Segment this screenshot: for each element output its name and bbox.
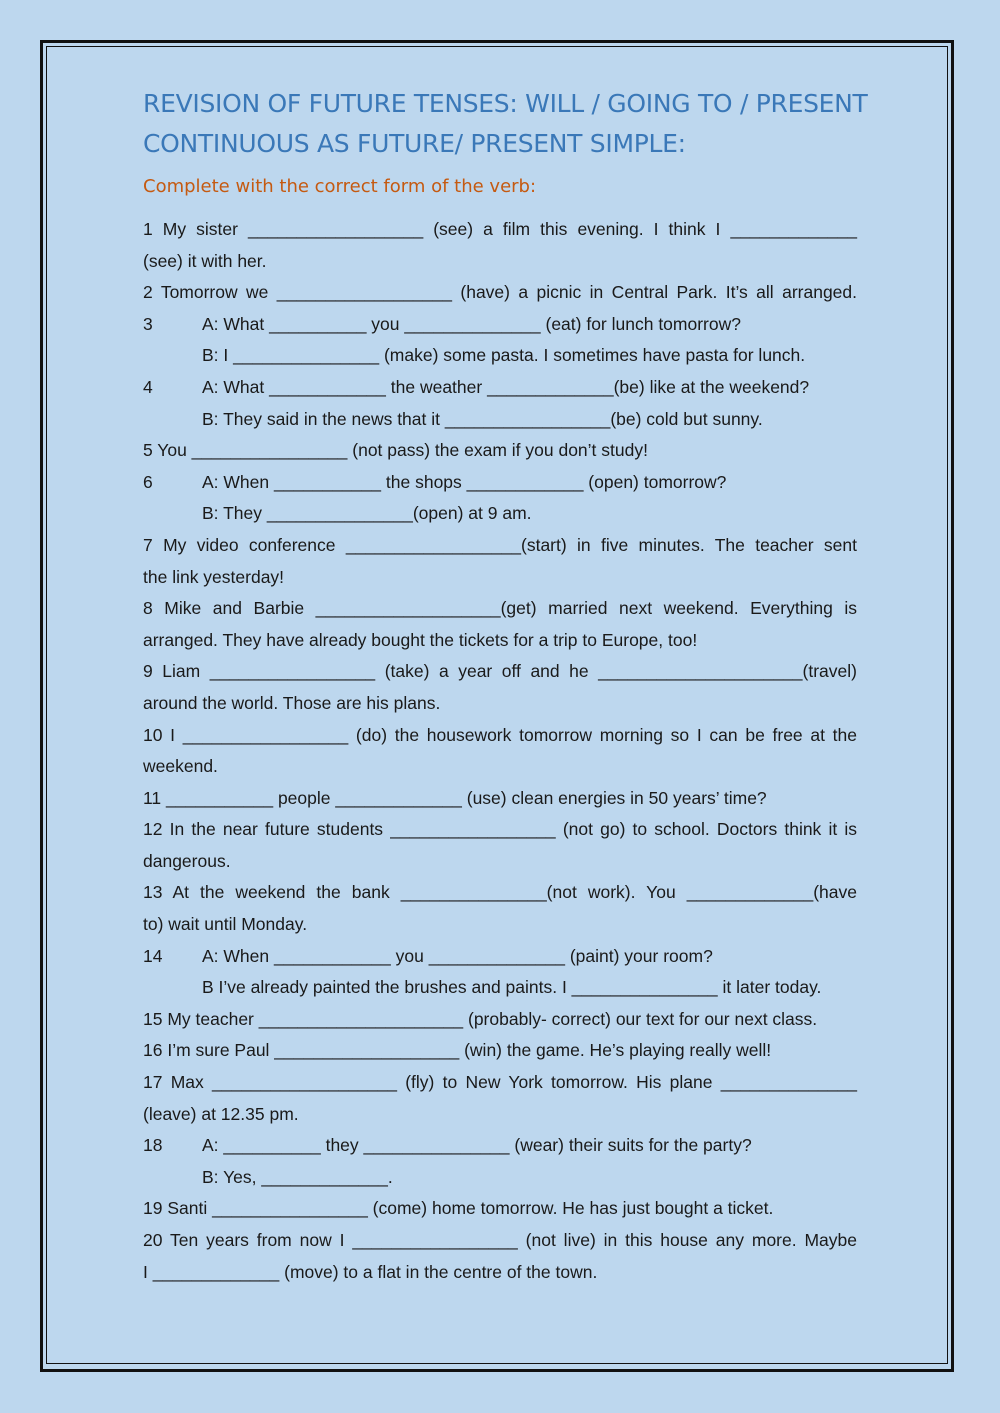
worksheet-instruction: Complete with the correct form of the verb:: [143, 176, 537, 197]
exercise-list: [143, 215, 857, 1289]
exercise-line: 5 You ________________ (not pass) the exam if you don’t study!: [143, 440, 648, 461]
exercise-line: B: Yes, _____________.: [202, 1166, 393, 1187]
exercise-line: 8 Mike and Barbie ___________________(get) married next weekend. Everything is: [143, 598, 857, 619]
exercise-text: A: What ____________ the weather _____________(be) like at the weekend?: [202, 376, 810, 397]
exercise-line: [143, 942, 857, 974]
exercise-line: arranged. They have already bought the tickets for a trip to Europe, too!: [143, 629, 698, 650]
item-number: 18: [143, 1135, 163, 1156]
exercise-line: B: I _______________ (make) some pasta. I sometimes have pasta for lunch.: [202, 345, 806, 366]
exercise-line: to) wait until Monday.: [143, 914, 308, 935]
exercise-line: 1 My sister __________________ (see) a film this evening. I think I _____________: [143, 219, 857, 239]
exercise-line: I _____________ (move) to a flat in the centre of the town.: [143, 1261, 598, 1282]
exercise-line: B: They said in the news that it _________________(be) cold but sunny.: [202, 408, 763, 429]
exercise-line: the link yesterday!: [143, 566, 285, 587]
item-number: 4: [143, 376, 153, 397]
exercise-line: 17 Max ___________________ (fly) to New York tomorrow. His plane ______________: [143, 1072, 857, 1093]
exercise-line: 15 My teacher _____________________ (probably- correct) our text for our next class.: [143, 1008, 818, 1029]
exercise-line: B I’ve already painted the brushes and paints. I _______________ it later today.: [202, 977, 822, 998]
exercise-line: 2 Tomorrow we __________________ (have) a picnic in Central Park. It’s all arranged.: [143, 282, 857, 303]
exercise-text: A: When ____________ you ______________ (paint) your room?: [202, 945, 713, 966]
exercise-line: 11 ___________ people _____________ (use) clean energies in 50 years’ time?: [143, 787, 767, 808]
exercise-line: 9 Liam _________________ (take) a year off and he _____________________(travel): [143, 661, 857, 682]
exercise-line: 16 I’m sure Paul ___________________ (win) the game. He’s playing really well!: [143, 1040, 772, 1061]
exercise-line: [143, 468, 857, 500]
exercise-text: A: __________ they _______________ (wear) their suits for the party?: [202, 1135, 752, 1156]
exercise-line: around the world. Those are his plans.: [143, 692, 441, 713]
exercise-line: [143, 373, 857, 405]
exercise-line: 12 In the near future students _________________ (not go) to school. Doctors think it is: [143, 819, 857, 840]
exercise-line: [143, 1131, 857, 1163]
item-number: 3: [143, 313, 153, 334]
item-number: 6: [143, 471, 153, 492]
exercise-line: 19 Santi ________________ (come) home tomorrow. He has just bought a ticket.: [143, 1198, 774, 1219]
exercise-line: (see) it with her.: [143, 250, 267, 271]
exercise-text: A: When ___________ the shops ____________ (open) tomorrow?: [202, 471, 727, 492]
exercise-line: (leave) at 12.35 pm.: [143, 1103, 299, 1124]
exercise-line: B: They _______________(open) at 9 am.: [202, 503, 532, 524]
exercise-line: dangerous.: [143, 850, 231, 871]
exercise-line: [143, 310, 857, 342]
worksheet-title: REVISION OF FUTURE TENSES: WILL / GOING TO / PRESENT CONTINUOUS AS FUTURE/ PRESENT SIMPLE:: [143, 89, 868, 158]
exercise-line: 13 At the weekend the bank _______________(not work). You _____________(have: [143, 882, 857, 903]
exercise-line: 10 I _________________ (do) the housework tomorrow morning so I can be free at the: [143, 724, 857, 745]
exercise-text: A: What __________ you ______________ (eat) for lunch tomorrow?: [202, 313, 741, 334]
item-number: 14: [143, 945, 163, 966]
exercise-line: 7 My video conference __________________(start) in five minutes. The teacher sent: [143, 534, 857, 555]
exercise-line: 20 Ten years from now I _________________ (not live) in this house any more. Maybe: [143, 1230, 857, 1250]
exercise-line: weekend.: [143, 756, 218, 777]
